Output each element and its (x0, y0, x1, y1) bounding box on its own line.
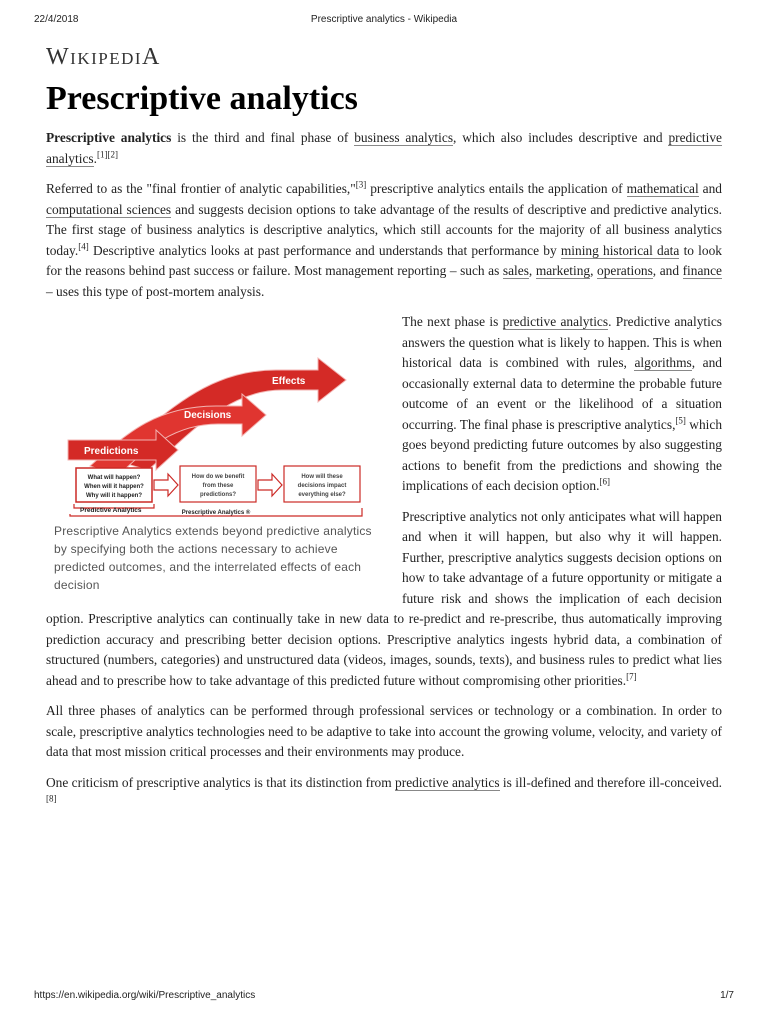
figure-caption: Prescriptive Analytics extends beyond predictive analytics by specifying both the actions necessary to achieve predicted outcomes, and the interrelated effects of each decision (54, 524, 372, 592)
citation-ref[interactable]: [3] (355, 179, 367, 190)
print-header (34, 14, 734, 28)
citation-ref[interactable]: [1][2] (96, 149, 118, 160)
svg-text:How do we benefit: How do we benefit (191, 474, 245, 480)
citation-ref[interactable]: [7] (626, 671, 637, 682)
paragraph-not-only: Prescriptive analytics not only anticipates what will happen and when it will happen, but also why it will happen. Further, prescriptive analytics suggests decision options on how to take advantage of a future opportunity or mitigate a future risk and shows the implication of each decision option. Prescriptive analytics can continually take in new data to re-predict and re-prescribe, thus automatically improving prediction accuracy and prescribing better decision options. Prescriptive analytics ingests hybrid data, a combination of structured (numbers, categories) and unstructured data (videos, images, sounds, texts), and business rules to predict what lies ahead and to prescribe how to take advantage of this predicted future without compromising other priorities.[7] (46, 508, 722, 688)
page-number: 1/7 (720, 990, 734, 1001)
link-computational-sciences[interactable]: computational sciences (46, 201, 172, 217)
link-predictive-analytics[interactable]: predictive analytics (395, 774, 500, 790)
link-sales[interactable]: sales (502, 263, 529, 278)
connector-arrow (154, 474, 178, 496)
decisions-label: Decisions (184, 410, 232, 421)
citation-ref[interactable]: [5] (675, 415, 686, 426)
predictions-label: Predictions (84, 446, 139, 457)
link-mining-historical-data[interactable]: mining historical data (560, 242, 680, 258)
wikipedia-logo[interactable]: WIKIPEDIA (46, 44, 161, 70)
effects-label: Effects (272, 376, 306, 387)
paragraph-next-phase: The next phase is predictive analytics. Predictive analytics answers the question what is likely to happen. This is when historical data is combined with rules, algorithms, and occasionally external data to determine the probable future outcome of an event or the likelihood of a situation occurring. The final phase is prescriptive analytics,[5] which goes beyond predicting future outcomes by also suggesting actions to benefit from the predictions and showing the implications of each decision option.[6] (402, 314, 723, 493)
svg-text:from these: from these (202, 483, 234, 489)
link-operations[interactable]: operations (597, 263, 653, 278)
article-body (46, 128, 722, 824)
svg-text:predictions?: predictions? (199, 492, 237, 498)
print-date: 22/4/2018 (34, 14, 79, 25)
svg-text:decisions impact: decisions impact (297, 483, 347, 489)
link-mathematical[interactable]: mathematical (626, 181, 699, 196)
term-bold: Prescriptive analytics (46, 130, 172, 145)
analytics-diagram[interactable] (46, 318, 384, 518)
svg-text:everything else?: everything else? (298, 492, 346, 498)
paragraph-criticism: One criticism of prescriptive analytics is that its distinction from predictive analytics is ill-defined and therefore ill-conceived.[8] (46, 774, 722, 804)
svg-text:What will happen?: What will happen? (87, 475, 141, 481)
paragraph-frontier: Referred to as the "final frontier of analytic capabilities,"[3] prescriptive analytics entails the application of mathematical and computational sciences and suggests decision options to take advantage of the results of descriptive and predictive analytics. The first stage of business analytics is descriptive analytics, which still accounts for the majority of all business analytics today.[4] Descriptive analytics looks at past performance and understands that performance by mining historical data to look for the reasons behind past success or failure. Most management reporting – such as sales, marketing, operations, and finance – uses this type of post-mortem analysis. (46, 179, 722, 299)
print-page-title: Prescriptive analytics - Wikipedia (310, 14, 458, 25)
link-finance[interactable]: finance (682, 263, 722, 278)
prescriptive-analytics-label: Prescriptive Analytics ® (181, 510, 251, 516)
page-title: Prescriptive analytics (46, 80, 358, 117)
paragraph-three-phases: All three phases of analytics can be performed through professional services or technology or a combination. In order to scale, prescriptive analytics technologies need to be adaptive to take into account the growing volume, velocity, and variety of data that most mission critical processes and their environments may produce. (46, 703, 722, 759)
page-url: https://en.wikipedia.org/wiki/Prescriptive_analytics (34, 990, 256, 1001)
citation-ref[interactable]: [6] (599, 476, 610, 487)
svg-text:Why will it happen?: Why will it happen? (86, 493, 142, 499)
figure-prescriptive-analytics (46, 318, 384, 594)
link-predictive-analytics[interactable]: predictive analytics (502, 314, 609, 329)
citation-ref[interactable]: [8] (46, 793, 57, 804)
citation-ref[interactable]: [4] (78, 241, 89, 252)
svg-text:When will it happen?: When will it happen? (84, 484, 144, 490)
link-algorithms[interactable]: algorithms (634, 355, 692, 370)
link-predictive-analytics[interactable]: predictive analytics (46, 130, 722, 166)
print-footer (34, 990, 734, 1004)
link-marketing[interactable]: marketing (535, 263, 591, 278)
svg-text:How will these: How will these (301, 474, 343, 480)
link-business-analytics[interactable]: business analytics (354, 130, 454, 145)
paragraph-intro: Prescriptive analytics is the third and final phase of business analytics, which also includes descriptive and predictive analytics.[1][2] (46, 130, 722, 166)
connector-arrow (258, 474, 282, 496)
predictive-analytics-label: Predictive Analytics (80, 507, 142, 514)
